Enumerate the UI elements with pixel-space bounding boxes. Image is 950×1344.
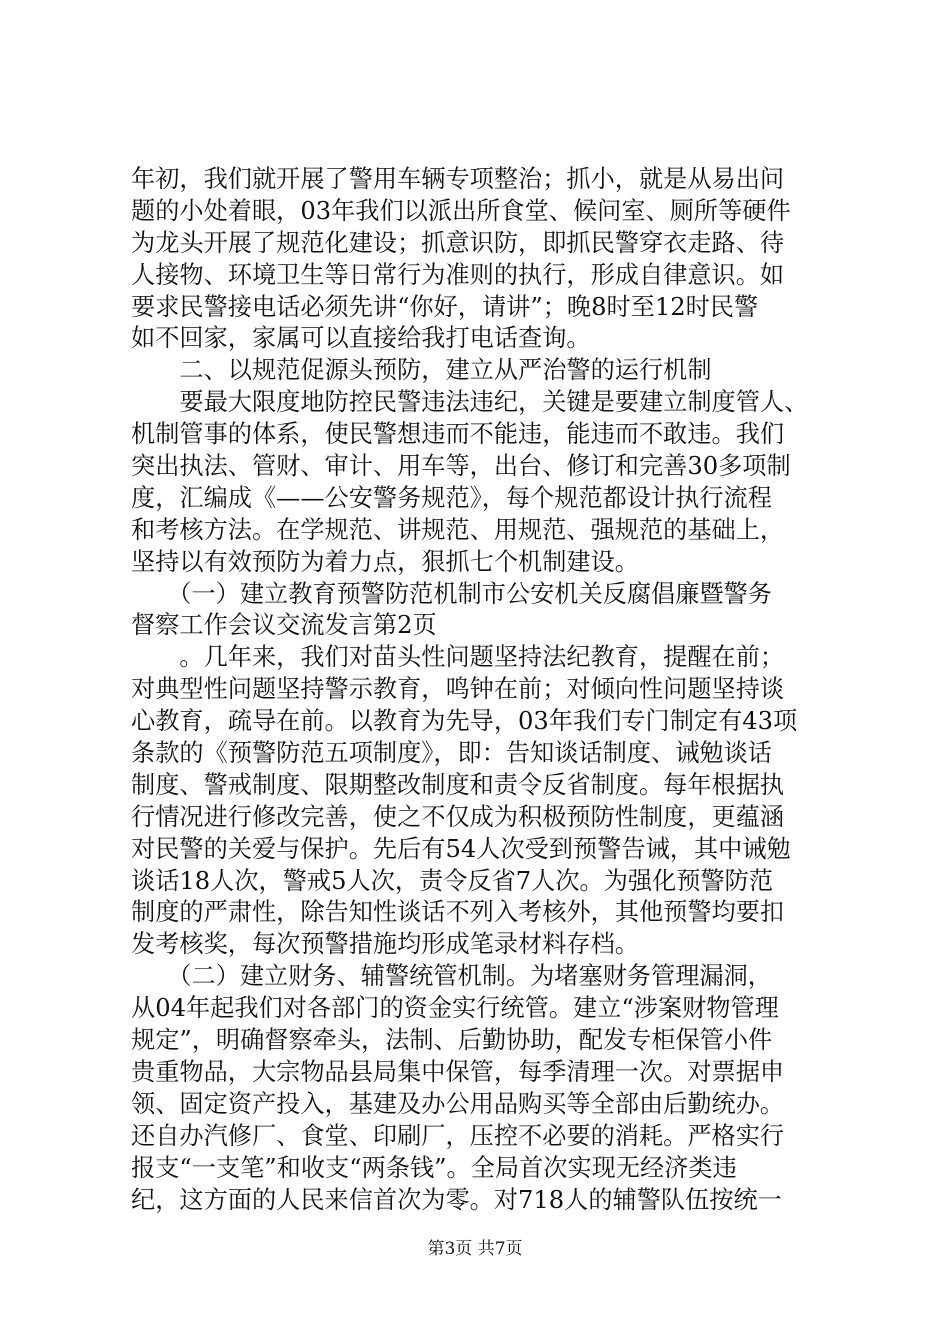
text-line: 年初，我们就开展了警用车辆专项整治；抓小，就是从易出问 [131,165,785,193]
text-line: 贵重物品，大宗物品县局集中保管，每季清理一次。对票据申 [131,1057,785,1086]
section-heading: 二、以规范促源头预防，建立从严治警的运行机制 [131,356,712,385]
text-line: 制度、警戒制度、限期整改制度和责令反省制度。每年根据执 [131,770,785,799]
text-line: 如不回家，家属可以直接给我打电话查询。 [131,324,591,353]
text-line: 心教育，疏导在前。以教育为先导，03年我们专门制定有43项 [131,707,798,736]
text-line: 要最大限度地防控民警违法违纪，关键是要建立制度管人、 [131,388,809,417]
text-line: 制度的严肃性，除告知性谈话不列入考核外，其他预警均要扣 [131,898,785,927]
text-line: 领、固定资产投入，基建及办公用品购买等全部由后勤统办。 [131,1089,785,1118]
text-line: 纪，这方面的人民来信首次为零。对718人的辅警队伍按统一 [131,1185,782,1214]
text-line: 度，汇编成《——公安警务规范》，每个规范都设计执行流程 [131,483,772,512]
subsection-heading: （一）建立教育预警防范机制市公安机关反腐倡廉暨警务 [131,579,772,608]
text-line: 行情况进行修改完善，使之不仅成为积极预防性制度，更蕴涵 [131,802,785,831]
text-line: 题的小处着眼，03年我们以派出所食堂、候问室、厕所等硬件 [131,196,791,225]
text-line: 突出执法、管财、审计、用车等，出台、修订和完善30多项制 [131,452,791,481]
page-footer: 第3页 共7页 [427,1239,523,1259]
text-line: 坚持以有效预防为着力点，狠抓七个机制建设。 [131,547,639,576]
text-line: 规定”，明确督察牵头，法制、后勤协助，配发专柜保管小件 [131,1026,773,1055]
text-line: 对民警的关爱与保护。先后有54人次受到预警告诫，其中诫勉 [131,834,791,863]
text-line: 机制管事的体系，使民警想违而不能违，能违而不敢违。我们 [131,420,785,449]
subsection-heading: （二）建立财务、辅警统管机制。为堵塞财务管理漏洞， [131,962,772,991]
body-text [131,164,831,1216]
text-line: 。几年来，我们对苗头性问题坚持法纪教育，提醒在前； [131,643,785,672]
text-line: 督察工作会议交流发言第2页 [131,611,437,640]
text-line: 报支“一支笔”和收支“两条钱”。全局首次实现无经济类违 [131,1153,737,1182]
text-line: 对典型性问题坚持警示教育，鸣钟在前；对倾向性问题坚持谈 [131,675,785,704]
text-line: 发考核奖，每次预警措施均形成笔录材料存档。 [131,930,639,959]
text-line: 为龙头开展了规范化建设；抓意识防，即抓民警穿衣走路、待 [131,228,785,257]
text-line: 和考核方法。在学规范、讲规范、用规范、强规范的基础上， [131,515,785,544]
text-line: 从04年起我们对各部门的资金实行统管。建立“涉案财物管理 [131,994,779,1023]
text-line: 条款的《预警防范五项制度》，即：告知谈话制度、诫勉谈话 [131,739,772,768]
text-line: 要求民警接电话必须先讲“你好，请讲”；晚8时至12时民警 [131,292,759,321]
text-line: 谈话18人次，警戒5人次，责令反省7人次。为强化预警防范 [131,866,774,895]
text-line: 人接物、环境卫生等日常行为准则的执行，形成自律意识。如 [131,260,785,289]
text-line: 还自办汽修厂、食堂、印刷厂，压控不必要的消耗。严格实行 [131,1121,785,1150]
